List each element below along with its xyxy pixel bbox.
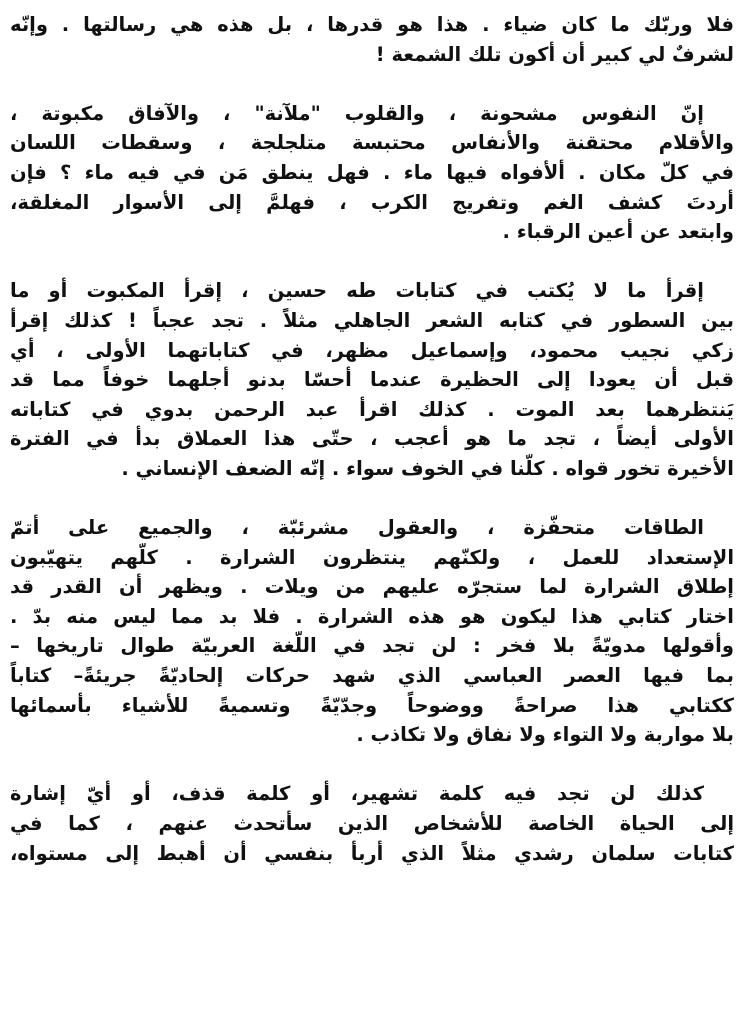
text-line: كتابات سلمان رشدي مثلاً الذي أربأ بنفسي أن أهبط إلى مستواه، (10, 841, 734, 865)
text-line: أردتَ كشف الغم وتفريج الكرب ، فهلمَّ إلى الأسوار المغلقة، (10, 190, 734, 214)
text-line: والأقلام محتقنة والأنفاس محتبسة متلجلجة ، وسقطات اللسان (10, 131, 734, 155)
text-line: زكي نجيب محمود، وإسماعيل مظهر، في كتاباتهما الأولى ، أي (10, 338, 734, 362)
text-line: الطاقات متحفّزة ، والعقول مشرئبّة ، والجميع على أتمّ (10, 516, 704, 540)
paragraph (10, 513, 734, 750)
text-line: لشرفٌ لي كبير أن أكون تلك الشمعة ! (375, 42, 734, 66)
text-line: اختار كتابي هذا ليكون هو هذه الشرارة . فلا بد مما ليس منه بدّ . (10, 604, 734, 628)
text-line: ككتابي هذا صراحةً ووضوحاً وجدّيّةً وتسميةً للأشياء بأسمائها (10, 693, 734, 717)
text-line: قبل أن يعودا إلى الحظيرة عندما أحسّا بدنو أجلهما خوفاً مما قد (10, 368, 734, 392)
paragraph (10, 99, 734, 247)
text-line: كذلك لن تجد فيه كلمة تشهير، أو كلمة قذف، أو أيّ إشارة (10, 782, 704, 806)
text-line: في كلّ مكان . ألأفواه فيها ماء . فهل ينطق مَن في فيه ماء ؟ فإن (10, 160, 734, 184)
text-line: إطلاق الشرارة لما ستجرّه عليهم من ويلات . ويظهر أن القدر قد (10, 575, 734, 599)
text-line: الأخيرة تخور قواه . كلّنا في الخوف سواء . إنّه الضعف الإنساني . (121, 456, 734, 480)
text-line: بلا مواربة ولا التواء ولا نفاق ولا تكاذب . (356, 723, 734, 747)
text-line: الأولى أيضاً ، تجد ما هو أعجب ، حتّى هذا العملاق بدأ في الفترة (10, 427, 734, 451)
text-line: إلى الحياة الخاصة للأشخاص الذين سأتحدث عنهم ، كما في (10, 812, 734, 836)
text-line: بما فيها العصر العباسي الذي شهد حركات إلحاديّةً جريئةً– كتاباً (10, 664, 734, 688)
text-line: إنّ النفوس مشحونة ، والقلوب "ملآنة" ، والآفاق مكبوتة ، (10, 101, 704, 125)
paragraph (10, 276, 734, 483)
text-line: بين السطور في كتابه الشعر الجاهلي مثلاً . تجد عجباً ! كذلك إقرأ (10, 308, 734, 332)
text-line: وأقولها مدويّةً بلا فخر : لن تجد في اللّغة العربيّة طوال تاريخها – (10, 634, 734, 658)
text-line: الإستعداد للعمل ، ولكنّهم ينتظرون الشرارة . كلّهم يتهيّبون (10, 545, 734, 569)
paragraph (10, 10, 734, 69)
text-line: وابتعد عن أعين الرقباء . (502, 220, 734, 244)
text-line: إقرأ ما لا يُكتب في كتابات طه حسين ، إقرأ المكبوت أو ما (10, 279, 704, 303)
paragraph (10, 779, 734, 868)
text-line: فلا وربّك ما كان ضياء . هذا هو قدرها ، بل هذه هي رسالتها . وإنّه (10, 13, 734, 36)
text-line: يَنتظرهما بعد الموت . كذلك اقرأ عبد الرحمن بدوي في كتاباته (10, 397, 734, 421)
